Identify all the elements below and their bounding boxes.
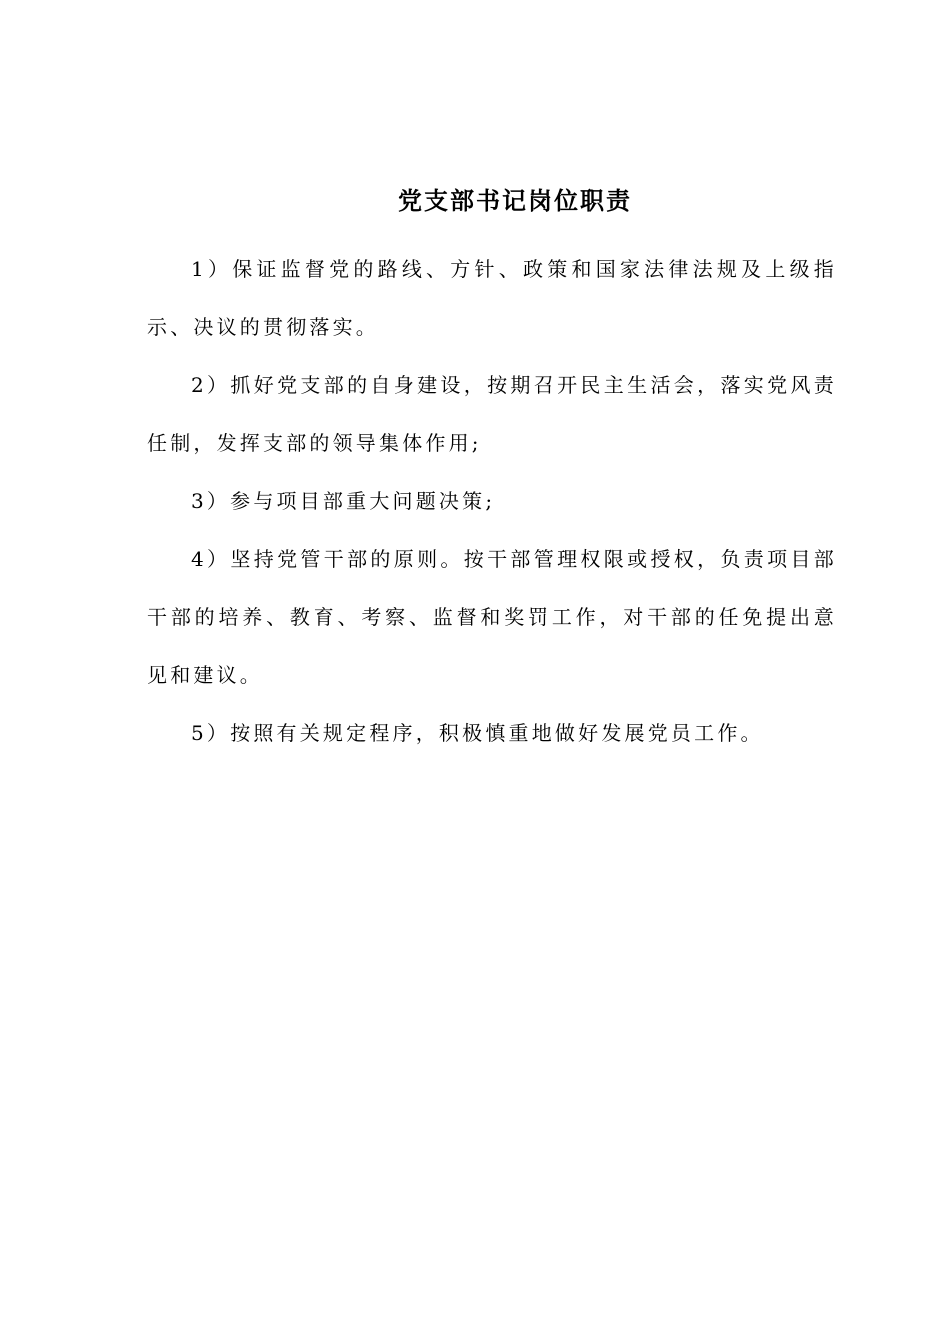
duty-paragraph-2: 2）抓好党支部的自身建设，按期召开民主生活会，落实党风责任制，发挥支部的领导集体作用; [147,373,837,455]
document-body [147,240,837,762]
duty-paragraph-4: 4）坚持党管干部的原则。按干部管理权限或授权，负责项目部干部的培养、教育、考察、监督和奖罚工作，对干部的任免提出意见和建议。 [147,547,837,687]
duty-paragraph-1: 1）保证监督党的路线、方针、政策和国家法律法规及上级指示、决议的贯彻落实。 [147,257,837,339]
page-title: 党支部书记岗位职责 [398,186,632,215]
duty-paragraph-5: 5）按照有关规定程序，积极慎重地做好发展党员工作。 [191,721,764,745]
duty-paragraph-3: 3）参与项目部重大问题决策; [191,489,496,513]
